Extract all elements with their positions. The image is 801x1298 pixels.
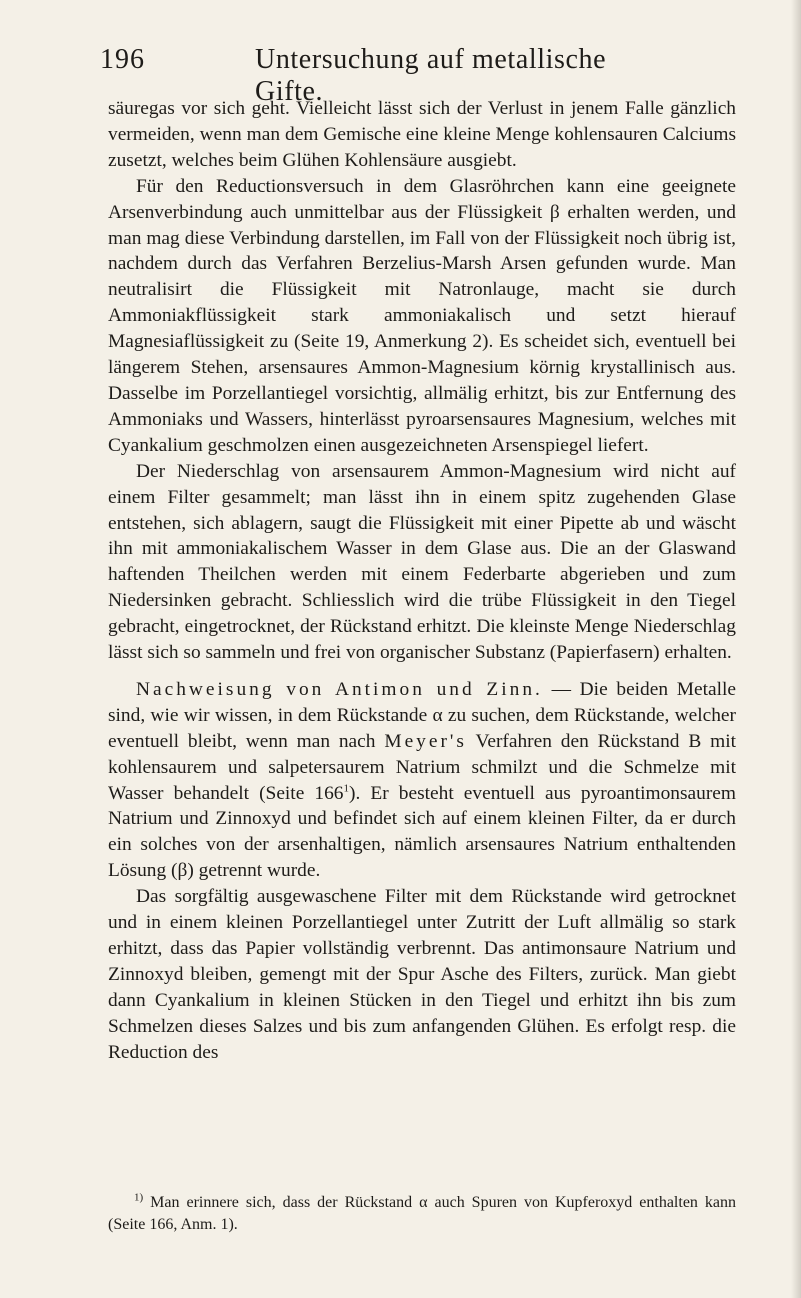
paragraph: Für den Reductionsversuch in dem Glasröhrchen kann eine geeignete Arsenverbindung auch unmittelbar aus der Flüssigkeit β erhalten werden, und man mag diese Verbindung darstellen, im Fall von der Flüssigkeit noch übrig ist, nachdem durch das Verfahren Berzelius-Marsh Arsen gefunden wurde. Man neutralisirt die Flüssigkeit mit Natronlauge, macht sie durch Ammoniakflüssigkeit stark ammoniakalisch und setzt hierauf Magnesiaflüssigkeit zu (Seite 19, Anmerkung 2). Es scheidet sich, eventuell bei längerem Stehen, arsensaures Ammon-Magnesium körnig krystallinisch aus. Dasselbe im Porzellantiegel vorsichtig, allmälig erhitzt, bis zur Entfernung des Ammoniaks und Wassers, hinterlässt pyroarsensaures Magnesium, welches mit Cyankalium geschmolzen einen ausgezeichneten Arsenspiegel liefert. bbox=[108, 175, 736, 456]
paragraph: säuregas vor sich geht. Vielleicht lässt sich der Verlust in jenem Falle gänzlich vermeiden, wenn man dem Gemische eine kleine Menge kohlensauren Calciums zusetzt, welches beim Glühen Kohlensäure ausgiebt. bbox=[108, 98, 736, 171]
section-paragraph bbox=[108, 677, 736, 884]
paragraph-text: — Die beiden Metalle sind, wie wir wissen, in dem Rückstande α zu suchen, dem Rückstande, welcher eventuell bleibt, wenn man nach bbox=[108, 678, 736, 752]
footnote-reference: 1 bbox=[343, 782, 349, 795]
footnote bbox=[108, 1192, 736, 1236]
footnote-text: Man erinnere sich, dass der Rückstand α auch Spuren von Kupferoxyd enthalten kann (Seite 166, Anm. 1). bbox=[108, 1194, 737, 1233]
paragraph: Das sorgfältig ausgewaschene Filter mit dem Rückstande wird getrocknet und in einem kleinen Porzellantiegel unter Zutritt der Luft allmälig so stark erhitzt, dass das Papier vollständig verbrennt. Das antimonsaure Natrium und Zinnoxyd bleiben, gemengt mit der Spur Asche des Filters, zurück. Man giebt dann Cyankalium in kleinen Stücken in den Tiegel und erhitzt ihn bis zum Schmelzen dieses Salzes und bis zum anfangenden Glühen. Es erfolgt resp. die Reduction des bbox=[108, 886, 736, 1063]
running-title: Untersuchung auf metallische Gifte. bbox=[255, 44, 607, 107]
paragraph-text: ). Er besteht eventuell aus pyroantimonsaurem Natrium und Zinnoxyd und befindet sich auf einem kleinen Filter, da er durch ein solches von der arsenhaltigen, nämlich arsensaures Natrium enthaltenden Lösung (β) getrennt wurde. bbox=[108, 782, 736, 882]
body-text bbox=[108, 96, 736, 1066]
paragraph: Der Niederschlag von arsensaurem Ammon-Magnesium wird nicht auf einem Filter gesammelt; man lässt ihn in einem spitz zugehenden Glase entstehen, sich ablagern, saugt die Flüssigkeit mit einer Pipette ab und wäscht ihn mit ammoniakalischem Wasser in dem Glase aus. Die an der Glaswand haftenden Theilchen werden mit einem Federbarte abgerieben und zum Niedersinken gebracht. Schliesslich wird die trübe Flüssigkeit in den Tiegel gebracht, eingetrocknet, der Rückstand erhitzt. Die kleinste Menge Niederschlag lässt sich so sammeln und frei von organischer Substanz (Papierfasern) erhalten. bbox=[108, 460, 736, 664]
section-heading: Nachweisung von Antimon und Zinn. bbox=[136, 678, 543, 700]
footnote-marker: 1) bbox=[134, 1191, 144, 1204]
paragraph-text: Verfahren den Rückstand B mit kohlensaurem und salpetersaurem Natrium schmilzt und die Schmelze mit Wasser behandelt (Seite 166 bbox=[108, 730, 736, 804]
page-edge-shadow bbox=[791, 0, 801, 1298]
section-gap bbox=[108, 666, 736, 677]
author-name: Meyer's bbox=[384, 730, 467, 752]
page-number: 196 bbox=[100, 44, 145, 75]
page-header bbox=[100, 44, 660, 107]
